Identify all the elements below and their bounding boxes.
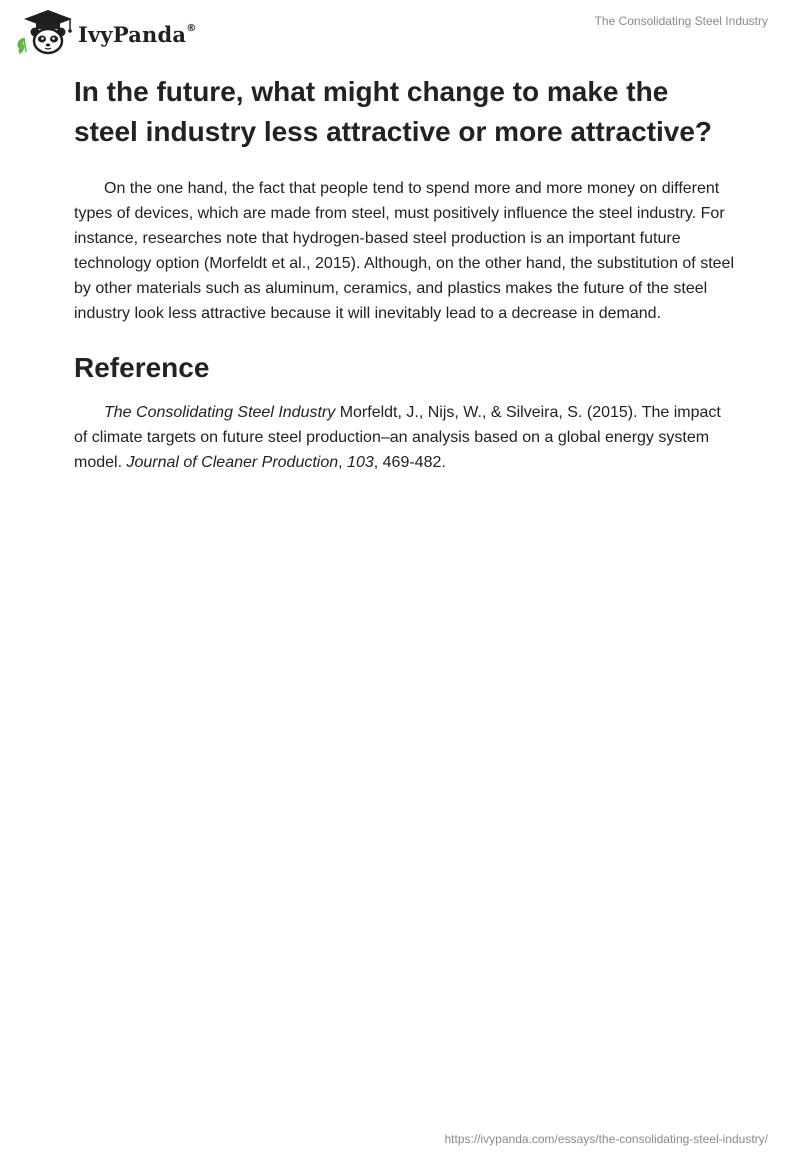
reference-separator: , bbox=[338, 454, 348, 471]
document-title: The Consolidating Steel Industry bbox=[594, 14, 768, 28]
reference-heading: Reference bbox=[74, 352, 210, 383]
page-header bbox=[0, 0, 800, 60]
brand-name: IvyPanda® bbox=[78, 21, 197, 47]
reference-pages: , 469-482. bbox=[373, 454, 446, 471]
reference-entry bbox=[74, 400, 734, 475]
registered-mark: ® bbox=[186, 22, 197, 34]
reference-volume: 103 bbox=[347, 454, 374, 471]
section-heading: In the future, what might change to make the steel industry less attractive or more attractive? bbox=[74, 76, 713, 147]
body-paragraph: On the one hand, the fact that people tend to spend more and more money on different types of devices, which are made from steel, must positively influence the steel industry. For instance, researches note that hydrogen-based steel production is an important future technology option (Morfeldt et al., 2015). Although, on the other hand, the substitution of steel by other materials such as aluminum, ceramics, and plastics makes the future of the steel industry look less attractive because it will inevitably lead to a decrease in demand. bbox=[74, 180, 734, 322]
reference-journal: Journal of Cleaner Production bbox=[126, 454, 339, 471]
brand-logo[interactable] bbox=[14, 8, 196, 56]
essay-content bbox=[74, 72, 734, 475]
footer-url[interactable]: https://ivypanda.com/essays/the-consolidating-steel-industry/ bbox=[444, 1132, 768, 1146]
panda-graduation-cap-icon bbox=[14, 8, 78, 56]
reference-essay-title: The Consolidating Steel Industry bbox=[104, 404, 336, 421]
reference-citation: Morfeldt, J., Nijs, W., & Silveira, S. (2015). The impact of climate targets on future steel production–an analysis based on a global energy system model. bbox=[74, 404, 721, 471]
